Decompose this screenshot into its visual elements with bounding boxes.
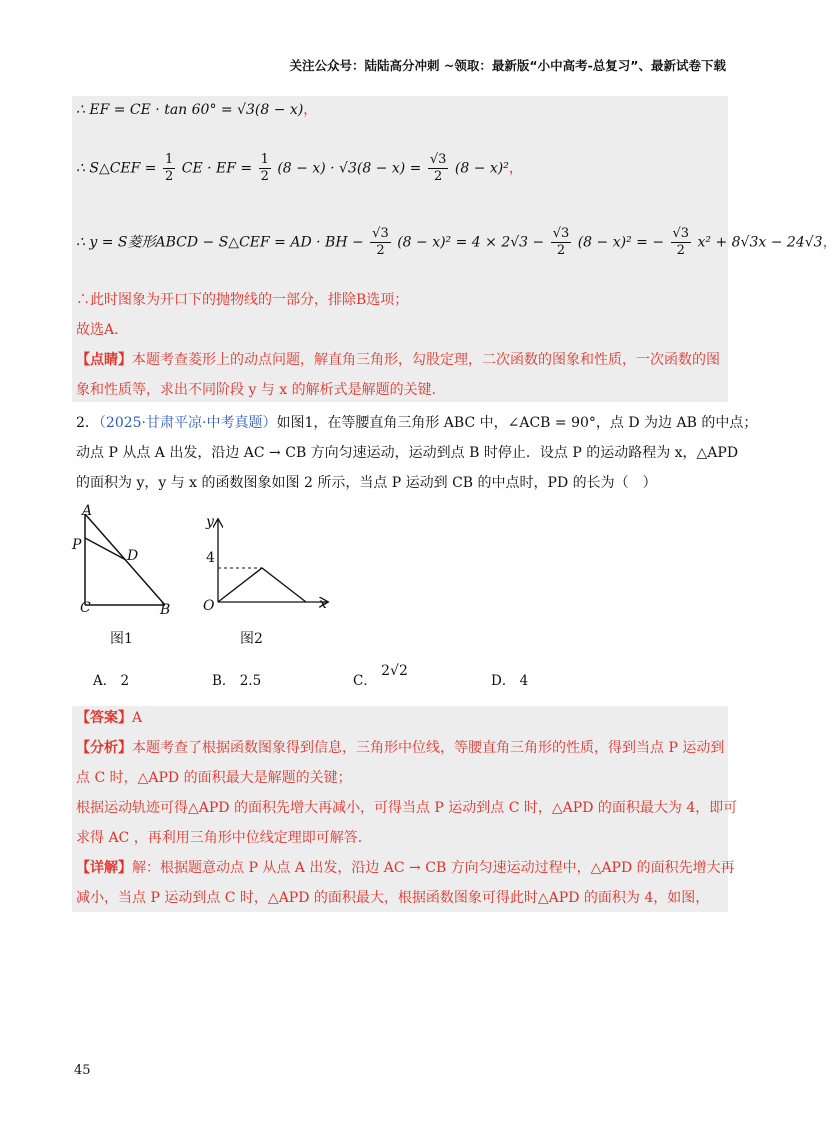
answer-line: 【答案】A [76,710,143,726]
analysis-line-3: 根据运动轨迹可得△APD 的面积先增大再减小，可得当点 P 运动到点 C 时，△APD 的面积最大为 4，即可 [76,800,738,816]
detail-line-1: 【详解】解：根据题意动点 P 从点 A 出发，沿边 AC → CB 方向匀速运动过程中，△APD 的面积先增大再 [76,860,735,876]
fraction-root3-half: $\frac{√3}{2}$ [672,226,690,258]
fraction-root3-half: $\frac{√3}{2}$ [552,226,570,258]
label-a: A [82,503,93,519]
analysis-line-2: 点 C 时，△APD 的面积最大是解题的关键； [76,770,352,786]
question-line-2: 动点 P 从点 A 出发，沿边 AC → CB 方向匀速运动，运动到点 B 时停止．设点 P 的运动路程为 x，△APD [76,445,739,461]
conclusion-line-2: 故选A． [76,322,129,338]
equation-area-cef: ∴ S△CEF = $\frac{1}{2}$ CE · EF = $\frac{1}{2}$ (8 − x) · √3(8 − x) = $\frac{√3}{2}$ (8 − x)²， [76,152,523,184]
dianjing-line-1: 【点睛】本题考查菱形上的动点问题，解直角三角形，勾股定理，二次函数的图象和性质，一次函数的图 [76,352,720,368]
figure-2-caption: 图2 [240,631,263,647]
option-d[interactable]: D． 4 [491,673,529,689]
origin-label: O [203,598,215,614]
y-tick-label-4: 4 [206,550,215,566]
detail-tag: 【详解】 [76,860,132,876]
option-c[interactable]: C． 2√2 [353,663,408,689]
page-header: 关注公众号：陆陆高分冲刺 ~领取：最新版“小中高考-总复习”、最新试卷下载 [289,58,726,73]
option-b[interactable]: B． 2.5 [212,673,262,689]
label-b: B [160,602,171,618]
label-d: D [127,548,139,564]
question-line-1: 2．（2025·甘肃平凉·中考真题）如图1，在等腰直角三角形 ABC 中，∠ACB = 90°，点 D 为边 AB 的中点； [76,415,758,431]
fraction-root3-half: $\frac{√3}{2}$ [372,226,389,258]
axis-label-x: x [319,596,327,612]
analysis-line-4: 求得 AC ，再利用三角形中位线定理即可解答． [76,830,372,846]
segment-pd [85,538,126,560]
question-line-3: 的面积为 y，y 与 x 的函数图象如图 2 所示，当点 P 运动到 CB 的中点时，PD 的长为（ ） [76,475,657,491]
figure-1-caption: 图1 [110,631,133,647]
question-source: （2025·甘肃平凉·中考真题） [98,415,277,431]
label-p: P [72,537,82,553]
analysis-tag: 【分析】 [76,740,132,756]
page-number: 45 [74,1063,91,1078]
fraction-root3-half: $\frac{√3}{2}$ [429,152,447,184]
equation-y-expression: ∴ y = S菱形ABCD − S△CEF = AD · BH − $\frac{√3}{2}$ (8 − x)² = 4 × 2√3 − $\frac{√3}{2}$ (8 − x)² = − $\frac{√3}{2}$ x² + 8√3x − 24√3， [76,226,837,258]
answer-tag: 【答案】 [76,710,132,726]
analysis-line-1: 【分析】本题考查了根据函数图象得到信息，三角形中位线，等腰直角三角形的性质，得到当点 P 运动到 [76,740,725,756]
dianjing-tag: 【点睛】 [76,352,132,368]
fraction-half: $\frac{1}{2}$ [165,152,174,184]
label-c: C [80,600,91,616]
function-graph-line [218,568,306,602]
dianjing-line-2: 象和性质等，求出不同阶段 y 与 x 的解析式是解题的关键． [76,382,446,398]
equation-ef: ∴ EF = CE · tan 60° = √3(8 − x)， [76,102,318,118]
axis-label-y: y [206,514,214,530]
fraction-half: $\frac{1}{2}$ [260,152,269,184]
conclusion-line-1: ∴此时图象为开口下的抛物线的一部分，排除B选项； [76,292,409,308]
detail-line-2: 减小，当点 P 运动到点 C 时，△APD 的面积最大，根据函数图象可得此时△APD 的面积为 4，如图， [76,890,710,906]
option-a[interactable]: A． 2 [93,673,130,689]
